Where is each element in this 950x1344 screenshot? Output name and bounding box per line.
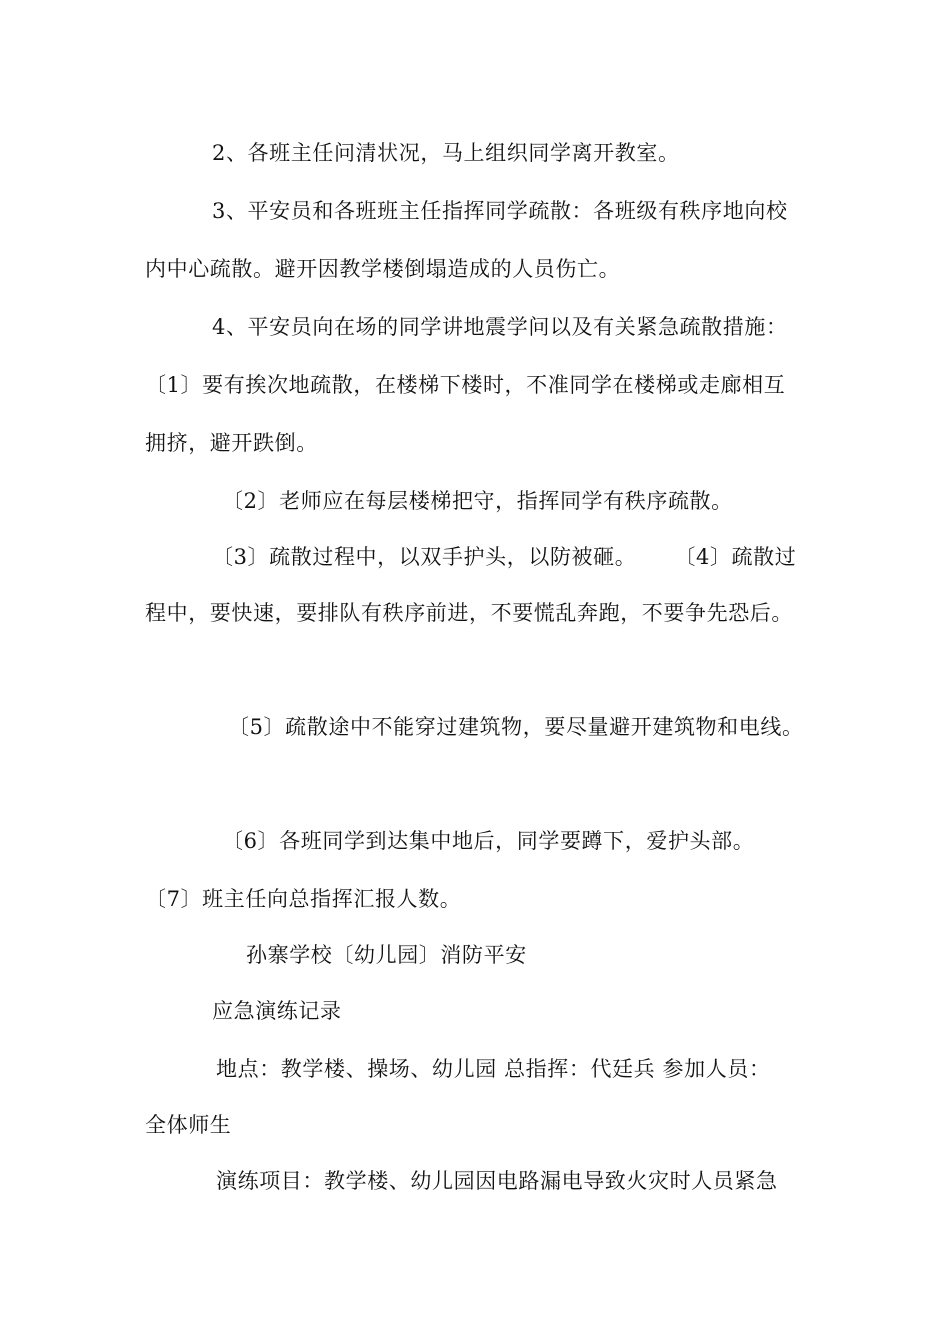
paragraph-item-2: 2、各班主任问清状况，马上组织同学离开教室。 — [212, 141, 680, 165]
measure-5: 〔5〕疏散途中不能穿过建筑物，要尽量避开建筑物和电线。 — [228, 715, 804, 739]
measure-1-line-1: 〔1〕要有挨次地疏散，在楼梯下楼时，不准同学在楼梯或走廊相互 — [145, 373, 786, 397]
record-participants: 全体师生 — [145, 1113, 232, 1137]
record-title-line-1: 孙寨学校〔幼儿园〕消防平安 — [246, 943, 527, 967]
paragraph-item-3-line-1: 3、平安员和各班班主任指挥同学疏散：各班级有秩序地向校 — [212, 199, 788, 223]
measure-3-4-line-1 — [212, 542, 796, 572]
measure-6: 〔6〕各班同学到达集中地后，同学要蹲下，爱护头部。 — [222, 829, 755, 853]
paragraph-item-4: 4、平安员向在场的同学讲地震学问以及有关紧急疏散措施： — [212, 315, 788, 339]
record-drill-item: 演练项目：教学楼、幼儿园因电路漏电导致火灾时人员紧急 — [216, 1169, 778, 1193]
measure-1-line-2: 拥挤，避开跌倒。 — [145, 431, 318, 455]
paragraph-item-3-line-2: 内中心疏散。避开因教学楼倒塌造成的人员伤亡。 — [145, 257, 621, 281]
measure-4-start: 〔4〕疏散过 — [674, 545, 797, 569]
record-location-line-1: 地点：教学楼、操场、幼儿园 总指挥：代廷兵 参加人员： — [216, 1057, 771, 1081]
measure-7: 〔7〕班主任向总指挥汇报人数。 — [145, 887, 462, 911]
record-title-line-2: 应急演练记录 — [212, 999, 342, 1023]
measure-4-line-2: 程中，要快速，要排队有秩序前进，不要慌乱奔跑，不要争先恐后。 — [145, 601, 793, 625]
measure-3: 〔3〕疏散过程中，以双手护头，以防被砸。 — [212, 545, 637, 569]
measure-2: 〔2〕老师应在每层楼梯把守，指挥同学有秩序疏散。 — [222, 489, 733, 513]
